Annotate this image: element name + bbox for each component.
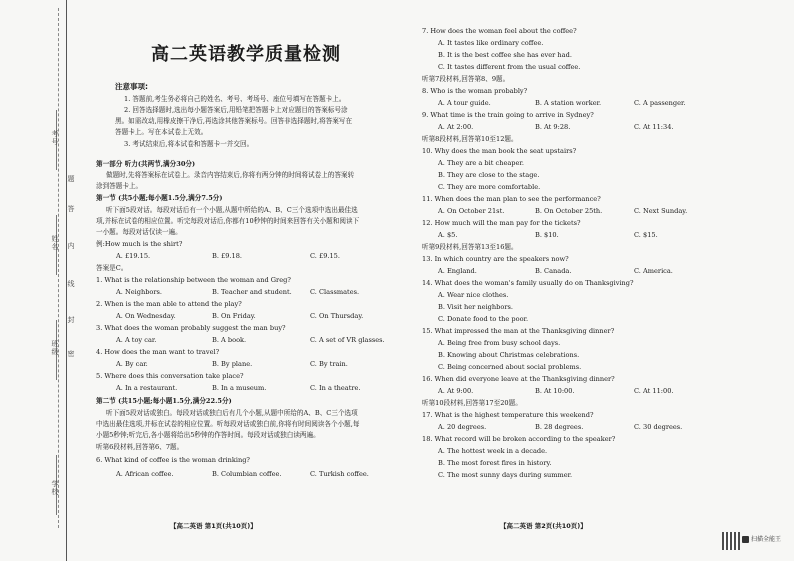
question: 8. Who is the woman probably? — [422, 87, 528, 95]
label-class: 班级 — [51, 340, 59, 356]
section1-intro: 一小题。每段对话仅读一遍。 — [96, 228, 182, 236]
question: 10. Why does the man book the seat upstairs? — [422, 147, 577, 155]
seal-char: 线 — [67, 280, 75, 288]
scanner-stamp — [742, 534, 781, 543]
option: B. It is the best coffee she has ever had. — [438, 51, 572, 59]
question: 17. What is the highest temperature this weekend? — [422, 411, 594, 419]
seal-char: 封 — [67, 316, 75, 324]
label-school: 学校 — [51, 480, 59, 496]
section1-heading: 第一节 (共5小题;每小题1.5分,满分7.5分) — [96, 194, 223, 202]
option: C. Being concerned about social problems. — [438, 363, 582, 371]
scanner-logo-icon — [742, 536, 749, 543]
question: 6. What kind of coffee is the woman drinking? — [96, 456, 250, 464]
option: B. Visit her neighbors. — [438, 303, 513, 311]
section1-intro: 项,并标在试卷的相应位置。听完每段对话后,你都有10秒钟的时间来回答有关小题和阅读下 — [96, 217, 360, 225]
option: C. At 11:00. — [634, 387, 674, 395]
option: A. Wear nice clothes. — [438, 291, 509, 299]
option: C. Next Sunday. — [634, 207, 688, 215]
example-option: C. £9.15. — [310, 252, 340, 260]
option: C. Classmates. — [310, 288, 360, 296]
option: C. Donate food to the poor. — [438, 315, 529, 323]
notes-line: 1. 答题前,考生务必将自己的姓名、考号、考场号、座位号填写在答题卡上。 — [124, 95, 346, 103]
part1-heading: 第一部分 听力(共两节,满分30分) — [96, 160, 196, 168]
option: A. By car. — [116, 360, 148, 368]
option: A. At 2:00. — [438, 123, 474, 131]
option: C. Turkish coffee. — [310, 470, 369, 478]
option: C. A set of VR glasses. — [310, 336, 385, 344]
listen-note: 听第8段材料,回答第10至12题。 — [422, 135, 518, 143]
option: B. The most forest fires in history. — [438, 459, 552, 467]
option: B. $10. — [535, 231, 559, 239]
label-exam-no: 考号 — [51, 130, 59, 146]
listen-note: 听第9段材料,回答第13至16题。 — [422, 243, 518, 251]
listen-note: 听第6段材料,回答第6、7题。 — [96, 443, 184, 451]
option: C. At 11:34. — [634, 123, 674, 131]
option: C. America. — [634, 267, 673, 275]
option: C. It tastes different from the usual coffee. — [438, 63, 581, 71]
option: C. The most sunny days during summer. — [438, 471, 573, 479]
option: B. Knowing about Christmas celebrations. — [438, 351, 580, 359]
option: B. 28 degrees. — [535, 423, 584, 431]
option: C. In a theatre. — [310, 384, 361, 392]
question: 11. When does the man plan to see the performance? — [422, 195, 601, 203]
option: A. African coffee. — [116, 470, 174, 478]
option: B. In a museum. — [212, 384, 267, 392]
option: B. Columbian coffee. — [212, 470, 282, 478]
option: A. On October 21st. — [438, 207, 505, 215]
option: B. At 9:28. — [535, 123, 571, 131]
page-footer-right: 【高二英语 第2页(共10页)】 — [500, 522, 587, 530]
option: B. Canada. — [535, 267, 572, 275]
question: 9. What time is the train going to arrive in Sydney? — [422, 111, 594, 119]
section1-intro: 听下面5段对话。每段对话后有一个小题,从题中所给的A、B、C三个选项中选出最佳选 — [106, 206, 358, 214]
option: A. A toy car. — [116, 336, 157, 344]
label-name: 姓名 — [51, 235, 59, 251]
notes-line: 黑。如需改动,用橡皮擦干净后,再选涂其他答案标号。回答非选择题时,将答案写在 — [115, 117, 353, 125]
option: A. Neighbors. — [116, 288, 163, 296]
section2-intro: 中选出最佳选项,并标在试卷的相应位置。听每段对话或独白前,你将有时间阅读各个小题,每 — [96, 420, 360, 428]
example-option: B. £9.18. — [212, 252, 243, 260]
example-question: 例:How much is the shirt? — [96, 240, 183, 248]
page-footer-left: 【高二英语 第1页(共10页)】 — [170, 522, 257, 530]
question: 2. When is the man able to attend the play? — [96, 300, 242, 308]
seal-dashed-line — [58, 8, 59, 528]
option: A. England. — [438, 267, 477, 275]
option: B. At 10:00. — [535, 387, 575, 395]
option: A. They are a bit cheaper. — [438, 159, 524, 167]
option: C. A passenger. — [634, 99, 686, 107]
option: A. In a restaurant. — [116, 384, 178, 392]
notes-heading: 注意事项: — [115, 82, 148, 91]
example-answer: 答案是C。 — [96, 264, 128, 272]
question: 5. Where does this conversation take place? — [96, 372, 244, 380]
example-option: A. £19.15. — [116, 252, 151, 260]
option: B. A station worker. — [535, 99, 602, 107]
question: 1. What is the relationship between the woman and Greg? — [96, 276, 291, 284]
option: A. 20 degrees. — [438, 423, 487, 431]
page-title: 高二英语教学质量检测 — [151, 44, 341, 65]
option: A. A tour guide. — [438, 99, 491, 107]
notes-line: 答题卡上。写在本试卷上无效。 — [115, 128, 208, 136]
seal-char: 题 — [67, 175, 75, 183]
option: B. They are close to the stage. — [438, 171, 540, 179]
notes-line: 3. 考试结束后,将本试卷和答题卡一并交回。 — [124, 140, 254, 148]
seal-char: 内 — [67, 242, 75, 250]
section2-intro: 小题5秒钟;听完后,各小题将给出5秒钟的作答时间。每段对话或独白读两遍。 — [96, 431, 320, 439]
question: 4. How does the man want to travel? — [96, 348, 220, 356]
question: 16. When did everyone leave at the Thanksgiving dinner? — [422, 375, 615, 383]
option: C. By train. — [310, 360, 348, 368]
option: B. A book. — [212, 336, 247, 344]
question: 7. How does the woman feel about the coffee? — [422, 27, 577, 35]
section2-intro: 听下面5段对话或独白。每段对话或独白后有几个小题,从题中所给的A、B、C三个选项 — [106, 409, 358, 417]
question: 13. In which country are the speakers now? — [422, 255, 569, 263]
seal-char: 密 — [67, 350, 75, 358]
option: C. 30 degrees. — [634, 423, 683, 431]
option: B. On Friday. — [212, 312, 256, 320]
option: A. On Wednesday. — [116, 312, 176, 320]
part1-intro: 做题时,先将答案标在试卷上。录音内容结束后,你将有两分钟的时间将试卷上的答案转 — [106, 171, 355, 179]
question: 3. What does the woman probably suggest the man buy? — [96, 324, 286, 332]
question: 15. What impressed the man at the Thanksgiving dinner? — [422, 327, 615, 335]
question: 18. What record will be broken according to the speaker? — [422, 435, 616, 443]
option: A. The hottest week in a decade. — [438, 447, 548, 455]
notes-line: 2. 回答选择题时,选出每小题答案后,用铅笔把答题卡上对应题目的答案标号涂 — [124, 106, 348, 114]
binding-strip — [0, 0, 75, 561]
option: B. Teacher and student. — [212, 288, 292, 296]
seal-char: 答 — [67, 205, 75, 213]
option: C. $15. — [634, 231, 658, 239]
scanner-stamp-label: 扫描全能王 — [751, 536, 782, 543]
option: C. On Thursday. — [310, 312, 364, 320]
option: C. They are more comfortable. — [438, 183, 541, 191]
option: A. $5. — [438, 231, 458, 239]
question: 14. What does the woman's family usually do on Thanksgiving? — [422, 279, 634, 287]
listen-note: 听第10段材料,回答第17至20题。 — [422, 399, 522, 407]
option: A. At 9:00. — [438, 387, 474, 395]
option: B. On October 25th. — [535, 207, 603, 215]
qr-code — [722, 532, 740, 550]
question: 12. How much will the man pay for the tickets? — [422, 219, 581, 227]
option: A. Being free from busy school days. — [438, 339, 561, 347]
section2-heading: 第二节 (共15小题;每小题1.5分,满分22.5分) — [96, 397, 232, 405]
option: B. By plane. — [212, 360, 253, 368]
part1-intro: 涂到答题卡上。 — [96, 182, 143, 190]
listen-note: 听第7段材料,回答第8、9题。 — [422, 75, 510, 83]
option: A. It tastes like ordinary coffee. — [438, 39, 544, 47]
